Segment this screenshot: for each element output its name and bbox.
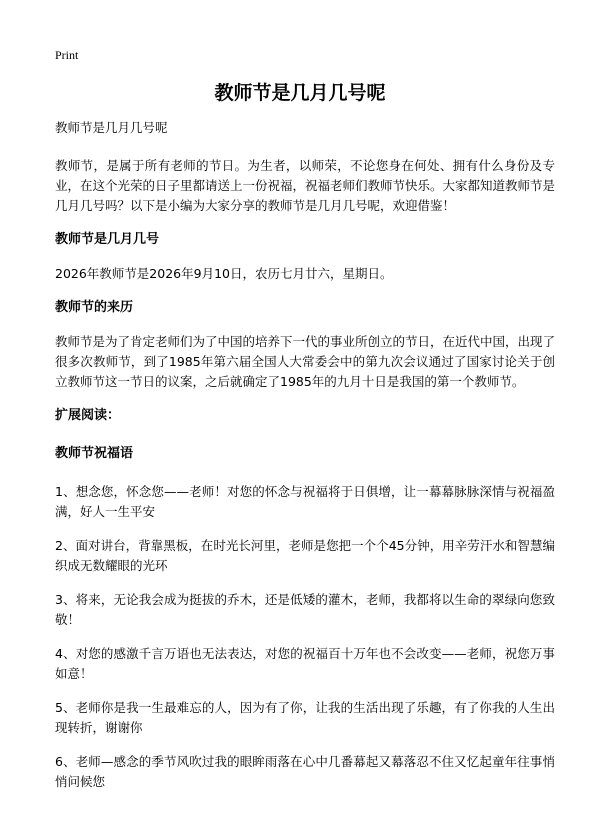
wish-item: 3、将来，无论我会成为挺拔的乔木，还是低矮的灌木，老师，我都将以生命的翠绿向您致敬！ bbox=[55, 592, 555, 627]
article-subtitle: 教师节是几月几号呢 bbox=[55, 120, 168, 135]
page-title: 教师节是几月几号呢 bbox=[214, 82, 386, 104]
intro-paragraph: 教师节，是属于所有老师的节日。为生者，以师荣，不论您身在何处、拥有什么身份及专业，在这个光荣的日子里都请送上一份祝福，祝福老师们教师节快乐。大家都知道教师节是几月几号吗？以下是小编为大家分享的教师节是几月几号呢，欢迎借鉴！ bbox=[55, 158, 556, 213]
wish-item: 5、老师你是我一生最难忘的人，因为有了你，让我的生活出现了乐趣，有了你我的人生出现转折，谢谢你 bbox=[55, 700, 555, 735]
wishes-heading: 教师节祝福语 bbox=[55, 446, 134, 461]
section-text-date: 2026年教师节是2026年9月10日，农历七月廿六，星期日。 bbox=[55, 266, 393, 281]
section-text-origin: 教师节是为了肯定老师们为了中国的培养下一代的事业所创立的节日，在近代中国，出现了很多次教师节，到了1985年第六届全国人大常委会中的第九次会议通过了国家讨论关于创立教师节这一节日的议案，之后就确定了1985年的九月十日是我国的第一个教师节。 bbox=[55, 334, 556, 389]
section-heading-date: 教师节是几月几号 bbox=[55, 232, 160, 247]
wish-item: 6、老师—感念的季节风吹过我的眼眸雨落在心中几番幕起又幕落忍不住又忆起童年往事悄悄问候您 bbox=[55, 754, 555, 789]
extended-reading-heading: 扩展阅读： bbox=[55, 408, 121, 423]
wish-item: 2、面对讲台，背靠黑板，在时光长河里，老师是您把一个个45分钟，用辛劳汗水和智慧编织成无数耀眼的光环 bbox=[55, 538, 555, 573]
print-link[interactable]: Print bbox=[55, 48, 79, 62]
wish-item: 1、想念您，怀念您——老师！对您的怀念与祝福将于日俱增，让一幕幕脉脉深情与祝福盈满，好人一生平安 bbox=[55, 484, 555, 519]
article-body bbox=[55, 118, 555, 792]
wish-item: 4、对您的感激千言万语也无法表达，对您的祝福百十万年也不会改变——老师，祝您万事如意！ bbox=[55, 646, 555, 681]
section-heading-origin: 教师节的来历 bbox=[55, 300, 134, 315]
